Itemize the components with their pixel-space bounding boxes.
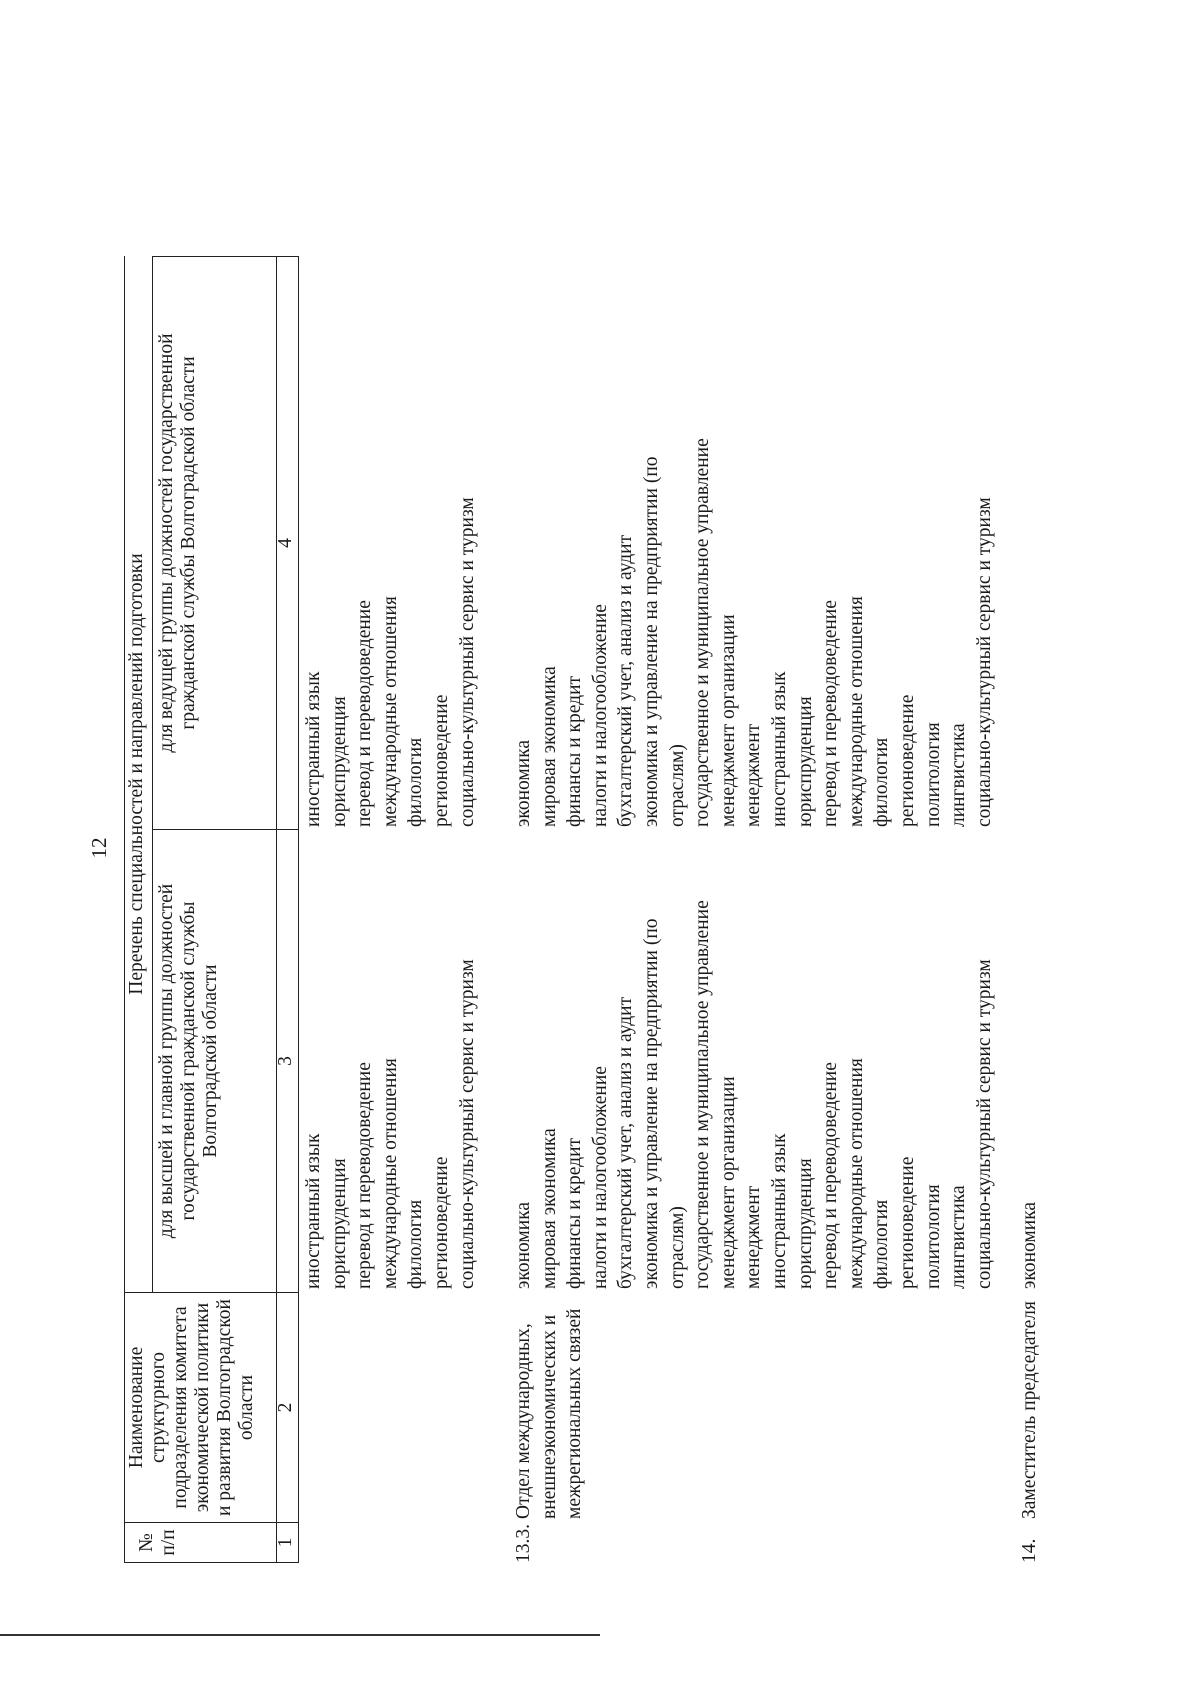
list-item: Заместитель председателя bbox=[1019, 1301, 1040, 1519]
list-item: социально-культурный сервис и туризм bbox=[973, 959, 995, 1289]
list-item: иностранный язык bbox=[303, 671, 324, 827]
row-13-3-col3 bbox=[511, 900, 997, 1289]
list-item: государственное и муниципальное управление bbox=[692, 438, 714, 827]
list-item: отраслям) bbox=[666, 1206, 688, 1289]
row-14-col3 bbox=[1017, 1202, 1043, 1289]
list-item: политология bbox=[922, 722, 944, 827]
list-item: налоги и налогообложение bbox=[589, 604, 611, 827]
list-item: международные отношения bbox=[845, 1058, 867, 1289]
list-item: регионоведение bbox=[430, 694, 452, 827]
list-item: государственное и муниципальное управление bbox=[692, 900, 714, 1289]
list-item: перевод и переводоведение bbox=[820, 1062, 842, 1289]
list-item: лингвистика bbox=[948, 1185, 970, 1289]
list-item: филология bbox=[405, 1199, 427, 1289]
list-item: экономика и управление на предприятии (по bbox=[640, 918, 662, 1289]
header-col-higher-group: для высшей и главной группы должностей государственной гражданской службы Волгоградской области bbox=[152, 830, 276, 1293]
list-item: филология bbox=[405, 737, 427, 827]
row-14-number: 14. bbox=[1019, 1538, 1040, 1563]
list-item: экономика bbox=[1019, 1201, 1040, 1289]
list-item: внешнеэкономических и bbox=[538, 1314, 560, 1519]
list-item: перевод и переводоведение bbox=[354, 600, 376, 827]
column-number-3: 3 bbox=[276, 830, 298, 1293]
list-item: социально-культурный сервис и туризм bbox=[456, 497, 478, 827]
list-item: политология bbox=[922, 1184, 944, 1289]
list-item: юриспруденция bbox=[794, 696, 816, 827]
column-number-1: 1 bbox=[276, 1523, 298, 1563]
header-col-leading-group: для ведущей группы должностей государственной гражданской службы Волгоградской области bbox=[152, 256, 276, 830]
list-item: регионоведение bbox=[430, 1156, 452, 1289]
list-item: иностранный язык bbox=[303, 1133, 324, 1289]
list-item: иностранный язык bbox=[768, 1133, 790, 1289]
list-item: перевод и переводоведение bbox=[354, 1062, 376, 1289]
header-col-number: № п/п bbox=[124, 1523, 276, 1563]
rotated-table-page bbox=[124, 113, 1074, 1563]
list-item: экономика и управление на предприятии (по bbox=[640, 456, 662, 827]
row-13-3-name bbox=[511, 1309, 588, 1519]
column-number-2: 2 bbox=[276, 1293, 298, 1523]
list-item: международные отношения bbox=[379, 596, 401, 827]
list-item: менеджмент организации bbox=[717, 1076, 739, 1289]
row-13-3-col4 bbox=[511, 438, 997, 827]
list-item: мировая экономика bbox=[538, 666, 560, 827]
list-item: финансы и кредит bbox=[564, 1137, 586, 1289]
list-item: регионоведение bbox=[896, 1156, 918, 1289]
list-item: международные отношения bbox=[845, 596, 867, 827]
list-item: иностранный язык bbox=[768, 671, 790, 827]
list-item: лингвистика bbox=[948, 723, 970, 827]
list-item: экономика bbox=[513, 739, 534, 827]
list-item: экономика bbox=[513, 1201, 534, 1289]
row-13-3-number: 13.3. bbox=[513, 1524, 534, 1563]
list-item: бухгалтерский учет, анализ и аудит bbox=[615, 534, 637, 827]
list-item: финансы и кредит bbox=[564, 675, 586, 827]
list-item: мировая экономика bbox=[538, 1128, 560, 1289]
list-item: менеджмент bbox=[743, 723, 765, 827]
list-item: регионоведение bbox=[896, 694, 918, 827]
list-item: международные отношения bbox=[379, 1058, 401, 1289]
list-item: юриспруденция bbox=[328, 696, 350, 827]
list-item: юриспруденция bbox=[328, 1158, 350, 1289]
row-14-name bbox=[1017, 1301, 1043, 1519]
list-item: социально-культурный сервис и туризм bbox=[456, 959, 478, 1289]
list-item: социально-культурный сервис и туризм bbox=[973, 497, 995, 827]
row-continuation-col3 bbox=[301, 959, 480, 1289]
list-item: филология bbox=[871, 1199, 893, 1289]
list-item: отраслям) bbox=[666, 744, 688, 827]
header-group-specialities: Перечень специальностей и направлений подготовки bbox=[124, 256, 152, 1293]
column-number-4: 4 bbox=[276, 256, 298, 830]
list-item: перевод и переводоведение bbox=[820, 600, 842, 827]
header-split-line bbox=[152, 256, 153, 1293]
list-item: менеджмент организации bbox=[717, 614, 739, 827]
list-item: межрегиональных связей bbox=[564, 1308, 586, 1519]
page-number: 12 bbox=[86, 837, 111, 859]
list-item: менеджмент bbox=[743, 1185, 765, 1289]
list-item: бухгалтерский учет, анализ и аудит bbox=[615, 996, 637, 1289]
row-continuation-col4 bbox=[301, 497, 480, 827]
list-item: юриспруденция bbox=[794, 1158, 816, 1289]
page-bottom-rule bbox=[0, 1634, 600, 1636]
list-item: налоги и налогообложение bbox=[589, 1066, 611, 1289]
list-item: Отдел международных, bbox=[513, 1323, 534, 1519]
header-col-name: Наименование структурного подразделения комитета экономической политики и развития Волгоградской области bbox=[124, 1293, 276, 1523]
list-item: филология bbox=[871, 737, 893, 827]
table-header-bottom-border bbox=[298, 256, 299, 1563]
